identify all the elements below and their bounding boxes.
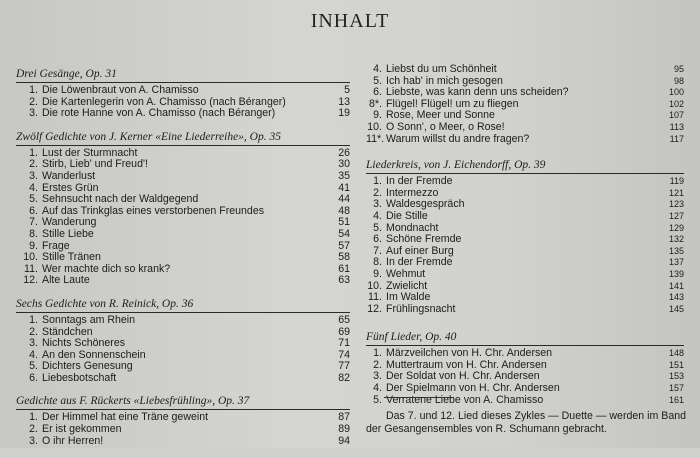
entry-number: 3. — [29, 169, 38, 182]
toc-entry — [366, 383, 684, 395]
entry-title: Waldesgespräch — [386, 198, 465, 211]
entry-number: 11*. — [366, 132, 385, 145]
entry-page: 132 — [668, 234, 684, 245]
entry-page: 41 — [338, 181, 350, 194]
toc-entry — [16, 338, 350, 350]
entry-title: Nichts Schöneres — [42, 337, 126, 350]
entry-title: An den Sonnenschein — [42, 348, 146, 361]
entry-title: Die Löwenbraut von A. Chamisso — [42, 84, 199, 96]
entry-number: 1. — [29, 146, 38, 159]
entry-title: Frage — [42, 239, 70, 252]
entry-title: Wehmut — [386, 267, 426, 280]
entry-page: 143 — [668, 292, 684, 303]
entry-page: 121 — [668, 187, 684, 198]
entry-page: 113 — [669, 121, 684, 132]
note-divider — [384, 397, 454, 398]
section-op37 — [16, 395, 350, 447]
left-column — [16, 52, 350, 458]
toc-entry — [16, 108, 350, 120]
entry-page: 148 — [668, 348, 684, 359]
entry-number: 6. — [373, 233, 382, 246]
entry-number: 8*. — [369, 97, 382, 110]
entry-number: 4. — [373, 209, 382, 222]
section-heading: Fünf Lieder, Op. 40 — [366, 331, 684, 346]
entry-page: 13 — [338, 95, 350, 108]
section-entries — [16, 148, 350, 287]
entry-title: In der Fremde — [386, 175, 453, 188]
entry-page: 127 — [668, 210, 684, 221]
entry-page: 61 — [338, 262, 350, 275]
entry-title: In der Fremde — [386, 256, 453, 269]
entry-page: 71 — [338, 337, 350, 350]
entry-number: 6. — [29, 204, 38, 217]
entry-number: 11. — [24, 262, 38, 275]
entry-number: 2. — [29, 95, 38, 108]
section-entries — [16, 85, 350, 120]
entry-title: Im Walde — [386, 291, 431, 304]
entry-title: Auf das Trinkglas eines verstorbenen Freundes — [42, 204, 265, 217]
entry-number: 2. — [373, 358, 382, 371]
page-title: INHALT — [310, 10, 390, 32]
entry-page: 65 — [338, 313, 350, 326]
entry-title: Der Soldat von H. Chr. Andersen — [386, 370, 540, 383]
entry-page: 100 — [668, 87, 684, 98]
entry-title: Erstes Grün — [42, 181, 99, 194]
entry-number: 10. — [367, 120, 382, 133]
toc-entry — [16, 373, 350, 385]
entry-number: 12. — [23, 274, 38, 287]
entry-title: Wanderlust — [42, 169, 96, 182]
entry-page: 26 — [338, 146, 350, 159]
entry-page: 145 — [668, 303, 684, 314]
entry-page: 89 — [338, 423, 350, 436]
entry-title: Frühlingsnacht — [386, 302, 456, 315]
entry-page: 119 — [669, 176, 684, 187]
entry-title: Schöne Fremde — [386, 233, 462, 246]
section-heading: Zwölf Gedichte von J. Kerner «Eine Liederreihe», Op. 35 — [16, 131, 350, 146]
entry-page: 74 — [338, 348, 350, 361]
entry-page: 129 — [668, 222, 684, 233]
toc-entry — [366, 304, 684, 316]
entry-number: 1. — [373, 347, 382, 360]
entry-page: 82 — [338, 371, 350, 384]
entry-number: 10. — [23, 251, 38, 264]
entry-number: 3. — [373, 370, 382, 383]
entry-number: 6. — [29, 371, 38, 384]
section-op31 — [16, 68, 350, 120]
toc-entry — [16, 85, 350, 97]
entry-number: 9. — [373, 267, 382, 280]
footnote: Das 7. und 12. Lied dieses Zykles — Duette — werden im Band der Gesangensembles von R. Schumann gebracht. — [366, 410, 686, 435]
entry-title: Sonntags am Rhein — [42, 313, 136, 326]
toc-entry — [16, 229, 350, 241]
entry-title: Dichters Genesung — [42, 360, 133, 373]
entry-page: 137 — [668, 257, 684, 268]
entry-number: 9. — [29, 239, 38, 252]
entry-page: 107 — [668, 110, 684, 121]
toc-entry — [366, 269, 684, 281]
entry-page: 58 — [338, 251, 350, 264]
entry-page: 161 — [668, 394, 684, 405]
toc-entry — [16, 171, 350, 183]
entry-page: 44 — [338, 193, 350, 206]
entry-title: Warum willst du andre fragen? — [386, 132, 530, 145]
entry-title: Der Spielmann von H. Chr. Andersen — [386, 382, 560, 395]
entry-page: 69 — [338, 325, 350, 338]
section-entries — [366, 64, 684, 145]
entry-page: 153 — [668, 371, 684, 382]
toc-entry — [16, 424, 350, 436]
entry-number: 1. — [373, 175, 382, 188]
toc-entry — [366, 211, 684, 223]
section-op36 — [16, 298, 350, 385]
toc-entry — [366, 64, 684, 76]
toc-entry — [366, 292, 684, 304]
entry-page: 98 — [673, 75, 684, 86]
entry-number: 2. — [29, 325, 38, 338]
section-op35 — [16, 131, 350, 287]
entry-title: Liebesbotschaft — [42, 371, 117, 384]
entry-title: Verratene Liebe von A. Chamisso — [386, 393, 544, 406]
entry-page: 135 — [668, 245, 684, 256]
section-heading: Drei Gesänge, Op. 31 — [16, 68, 350, 83]
entry-title: Der Himmel hat eine Träne geweint — [42, 411, 209, 424]
entry-number: 10. — [367, 279, 382, 292]
entry-title: Wer machte dich so krank? — [42, 262, 171, 275]
section-heading: Sechs Gedichte von R. Reinick, Op. 36 — [16, 298, 350, 313]
section-heading: Liederkreis, von J. Eichendorff, Op. 39 — [366, 159, 684, 174]
entry-title: O Sonn', o Meer, o Rose! — [386, 120, 505, 133]
entry-number: 11. — [368, 291, 382, 304]
section-entries — [16, 412, 350, 447]
entry-number: 2. — [29, 423, 38, 436]
entry-title: Rose, Meer und Sonne — [386, 109, 495, 122]
entry-page: 48 — [338, 204, 350, 217]
section-op40 — [366, 331, 684, 406]
entry-number: 7. — [373, 244, 382, 257]
entry-title: Stirb, Lieb' und Freud'! — [42, 158, 148, 171]
section-heading: Gedichte aus F. Rückerts «Liebesfrühling», Op. 37 — [16, 395, 350, 410]
entry-number: 5. — [29, 360, 38, 373]
toc-entry — [16, 436, 350, 448]
entry-page: 35 — [338, 169, 350, 182]
entry-title: Alte Laute — [42, 274, 90, 287]
entry-number: 5. — [29, 193, 38, 206]
entry-title: Auf einer Burg — [386, 244, 454, 257]
entry-number: 1. — [29, 313, 38, 326]
entry-number: 7. — [29, 216, 38, 229]
toc-entry — [366, 176, 684, 188]
entry-page: 94 — [338, 434, 350, 447]
entry-number: 3. — [29, 107, 38, 120]
entry-title: Liebste, was kann denn uns scheiden? — [386, 86, 569, 99]
toc-entry — [16, 252, 350, 264]
entry-title: Er ist gekommen — [42, 423, 122, 436]
entry-title: Liebst du um Schönheit — [386, 63, 497, 75]
entry-title: Stille Tränen — [42, 251, 101, 264]
entry-title: Mondnacht — [386, 221, 439, 234]
entry-page: 30 — [338, 158, 350, 171]
entry-page: 54 — [338, 227, 350, 240]
entry-number: 2. — [373, 186, 382, 199]
entry-number: 1. — [29, 84, 38, 96]
entry-page: 95 — [673, 64, 684, 74]
section-entries — [16, 315, 350, 385]
entry-page: 141 — [668, 280, 684, 291]
right-column — [366, 64, 684, 417]
entry-page: 5 — [344, 84, 350, 96]
entry-page: 19 — [338, 107, 350, 120]
entry-title: Zwielicht — [386, 279, 428, 292]
entry-title: Die rote Hanne von A. Chamisso (nach Béranger) — [42, 107, 276, 120]
toc-entry — [16, 194, 350, 206]
entry-page: 87 — [338, 411, 350, 424]
entry-page: 157 — [668, 383, 684, 394]
entry-title: Intermezzo — [386, 186, 439, 199]
toc-entry — [16, 315, 350, 327]
entry-page: 57 — [338, 239, 350, 252]
section-entries — [366, 176, 684, 315]
entry-number: 4. — [29, 181, 38, 194]
entry-number: 5. — [373, 221, 382, 234]
entry-number: 8. — [373, 256, 382, 269]
entry-number: 2. — [29, 158, 38, 171]
entry-title: Wanderung — [42, 216, 97, 229]
entry-number: 5. — [373, 74, 382, 87]
entry-title: Märzveilchen von H. Chr. Andersen — [386, 347, 553, 360]
entry-page: 102 — [668, 98, 684, 109]
entry-number: 4. — [373, 382, 382, 395]
entry-title: Sehnsucht nach der Waldgegend — [42, 193, 199, 206]
entry-page: 117 — [669, 133, 684, 144]
entry-title: Die Stille — [386, 209, 428, 222]
entry-page: 139 — [668, 268, 684, 279]
entry-page: 151 — [668, 359, 684, 370]
entry-number: 8. — [29, 227, 38, 240]
entry-number: 1. — [29, 411, 38, 424]
toc-entry — [366, 234, 684, 246]
entry-number: 3. — [29, 337, 38, 350]
entry-number: 5. — [373, 393, 382, 406]
toc-entry — [16, 275, 350, 287]
entry-title: Stille Liebe — [42, 227, 94, 240]
toc-entry — [366, 122, 684, 134]
toc-entry — [366, 134, 684, 146]
section-op37-continued — [366, 64, 684, 145]
entry-title: Flügel! Flügel! um zu fliegen — [386, 97, 519, 110]
entry-number: 4. — [29, 348, 38, 361]
entry-number: 4. — [373, 63, 382, 75]
entry-title: Ich hab' in mich gesogen — [386, 74, 503, 87]
section-op39 — [366, 159, 684, 315]
entry-number: 3. — [373, 198, 382, 211]
entry-title: O ihr Herren! — [42, 434, 104, 447]
entry-title: Die Kartenlegerin von A. Chamisso (nach Béranger) — [42, 95, 286, 108]
entry-title: Muttertraum von H. Chr. Andersen — [386, 358, 547, 371]
entry-page: 77 — [338, 360, 350, 373]
entry-number: 3. — [29, 434, 38, 447]
entry-title: Ständchen — [42, 325, 93, 338]
entry-number: 6. — [373, 86, 382, 99]
entry-number: 12. — [367, 302, 382, 315]
entry-page: 123 — [668, 199, 684, 210]
entry-page: 51 — [338, 216, 350, 229]
entry-title: Lust der Sturmnacht — [42, 146, 138, 159]
entry-page: 63 — [338, 274, 350, 287]
entry-number: 9. — [373, 109, 382, 122]
